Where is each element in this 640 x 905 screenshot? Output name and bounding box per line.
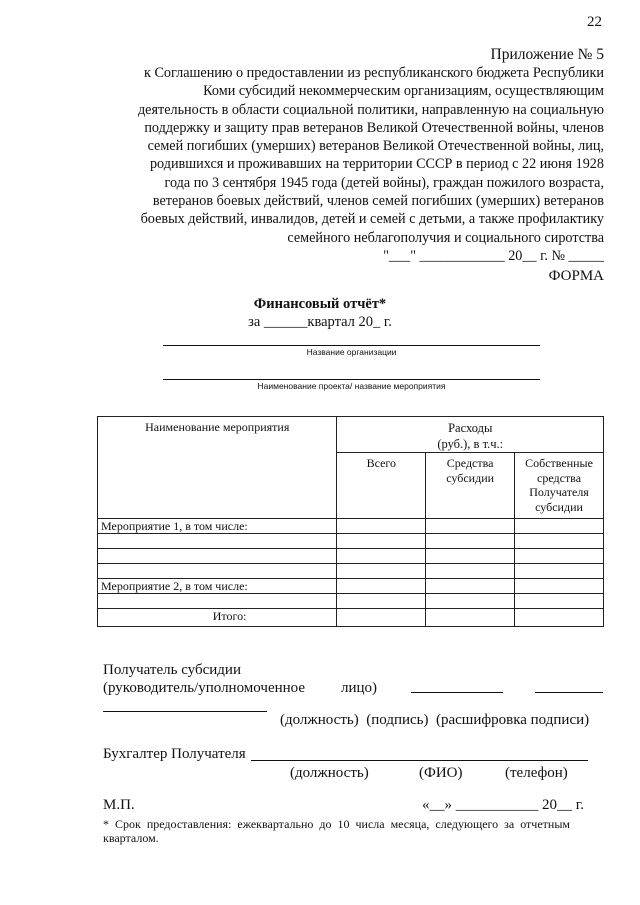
table-cell[interactable] (515, 564, 604, 579)
total-row (98, 609, 604, 627)
table-cell[interactable] (337, 609, 426, 627)
table-cell[interactable] (426, 594, 515, 609)
header-subsidy: Средства субсидии (426, 453, 515, 519)
caption-position: (должность) (290, 765, 369, 781)
report-title: Финансовый отчёт* (253, 296, 387, 312)
appendix-line: к Соглашению о предоставлении из республиканского бюджета Республики (144, 65, 604, 81)
table-cell[interactable] (337, 579, 426, 594)
table-row (98, 579, 604, 594)
table-cell[interactable] (426, 519, 515, 534)
footnote-line-2: кварталом. (103, 831, 159, 845)
appendix-line: семей погибших (умерших) ветеранов Великой Отечественной войны, лиц, (147, 138, 604, 155)
signature-line[interactable] (411, 692, 503, 693)
table-row (98, 594, 604, 609)
footnote-line-1: * Срок предоставления: ежеквартально до 10 числа месяца, следующего за отчетным (103, 817, 570, 831)
appendix-line: ветеранов боевых действий, членов семей погибших (умерших) ветеранов (152, 193, 604, 210)
table-row (98, 549, 604, 564)
table-row (98, 519, 604, 534)
report-period: за ______квартал 20_ г. (248, 314, 392, 330)
table-cell[interactable] (337, 519, 426, 534)
recipient-label: Получатель субсидии (103, 662, 241, 678)
appendix-line: года по 3 сентября 1945 года (детей войны), граждан пожилого возраста, (164, 174, 604, 191)
table-cell[interactable] (337, 594, 426, 609)
table-cell[interactable] (337, 549, 426, 564)
header-total: Всего (337, 453, 426, 519)
caption-phone: (телефон) (505, 765, 568, 781)
table-cell[interactable] (426, 534, 515, 549)
appendix-title: Приложение № 5 (490, 46, 604, 63)
table-cell[interactable] (98, 534, 337, 549)
position-line[interactable] (103, 711, 267, 712)
table-cell[interactable] (426, 549, 515, 564)
signature-decode-line[interactable] (535, 692, 603, 693)
table-cell[interactable] (98, 594, 337, 609)
header-expenses: Расходы (руб.), в т.ч.: (337, 417, 604, 453)
total-label: Итого: (98, 609, 337, 627)
recipient-role-label: (руководитель/уполномоченное (103, 680, 305, 696)
header-own-funds: Собственные средства Получателя субсидии (515, 453, 604, 519)
table-cell[interactable] (515, 549, 604, 564)
project-name-line[interactable] (163, 379, 540, 380)
appendix-line: боевых действий, инвалидов, детей и семей с детьми, а также профилактику (140, 211, 604, 228)
table-cell[interactable] (426, 609, 515, 627)
org-name-line[interactable] (163, 345, 540, 346)
table-cell[interactable] (337, 564, 426, 579)
appendix-date-line: "___" ____________ 20__ г. № _____ (383, 247, 604, 264)
appendix-line: Коми субсидий некоммерческим организациям, осуществляющим (203, 83, 604, 100)
accountant-line[interactable] (251, 760, 588, 761)
table-cell[interactable] (515, 534, 604, 549)
table-cell[interactable] (98, 564, 337, 579)
table-row (98, 534, 604, 549)
appendix-line: семейного неблагополучия и социального сиротства (287, 229, 604, 246)
recipient-face-label: лицо) (341, 680, 378, 696)
page-number: 22 (587, 14, 602, 30)
appendix-line: родившихся и проживавших на территории СССР в период с 22 июня 1928 (149, 156, 604, 173)
event-2-label: Мероприятие 2, в том числе: (98, 579, 337, 594)
form-label: ФОРМА (548, 268, 604, 284)
table-cell[interactable] (515, 594, 604, 609)
table-cell[interactable] (426, 564, 515, 579)
caption-fio: (ФИО) (419, 765, 463, 781)
financial-report-table (97, 416, 604, 627)
table-cell[interactable] (515, 519, 604, 534)
org-name-caption: Название организации (306, 347, 397, 357)
date-field[interactable]: «__» ___________ 20__ г. (422, 797, 584, 813)
appendix-text (84, 64, 604, 265)
accountant-label: Бухгалтер Получателя (103, 746, 246, 762)
table-cell[interactable] (515, 609, 604, 627)
appendix-line: поддержку и защиту прав ветеранов Великой Отечественной войны, членов (144, 119, 604, 136)
stamp-label: М.П. (103, 797, 135, 813)
table-row (98, 564, 604, 579)
project-name-caption: Наименование проекта/ название мероприятия (257, 381, 446, 391)
table-cell[interactable] (98, 549, 337, 564)
table-cell[interactable] (515, 579, 604, 594)
header-event-name: Наименование мероприятия (98, 417, 337, 519)
event-1-label: Мероприятие 1, в том числе: (98, 519, 337, 534)
table-cell[interactable] (426, 579, 515, 594)
table-cell[interactable] (337, 534, 426, 549)
appendix-line: деятельность в области социальной политики, направленную на социальную (137, 101, 604, 118)
recipient-captions: (должность) (подпись) (расшифровка подписи) (280, 712, 590, 728)
